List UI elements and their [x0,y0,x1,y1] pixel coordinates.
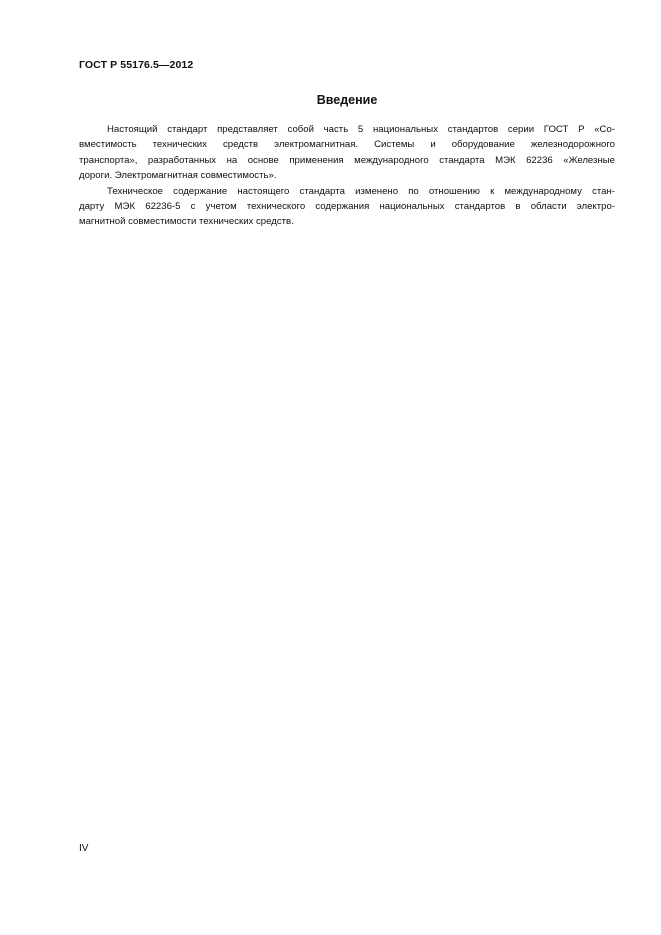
paragraph-line: дороги. Электромагнитная совместимость». [79,170,277,182]
paragraph-line: вместимость технических средств электромагнитная. Системы и оборудование железнодорожного [79,139,615,151]
paragraph-line: транспорта», разработанных на основе применения международного стандарта МЭК 62236 «Железные [79,154,615,166]
paragraph-line: дарту МЭК 62236-5 с учетом технического содержания национальных стандартов в области электро- [79,201,615,213]
paragraph-line: Техническое содержание настоящего стандарта изменено по отношению к международному стан- [107,185,615,197]
paragraph-line: магнитной совместимости технических средств. [79,216,294,228]
paragraph-line: Настоящий стандарт представляет собой часть 5 национальных стандартов серии ГОСТ Р «Со- [107,124,615,135]
section-title: Введение [316,93,378,107]
section-body [79,122,615,230]
document-number-header: ГОСТ Р 55176.5—2012 [79,59,194,71]
paragraph-2 [79,184,615,230]
page-number: IV [79,843,89,854]
paragraph-1 [79,122,615,184]
